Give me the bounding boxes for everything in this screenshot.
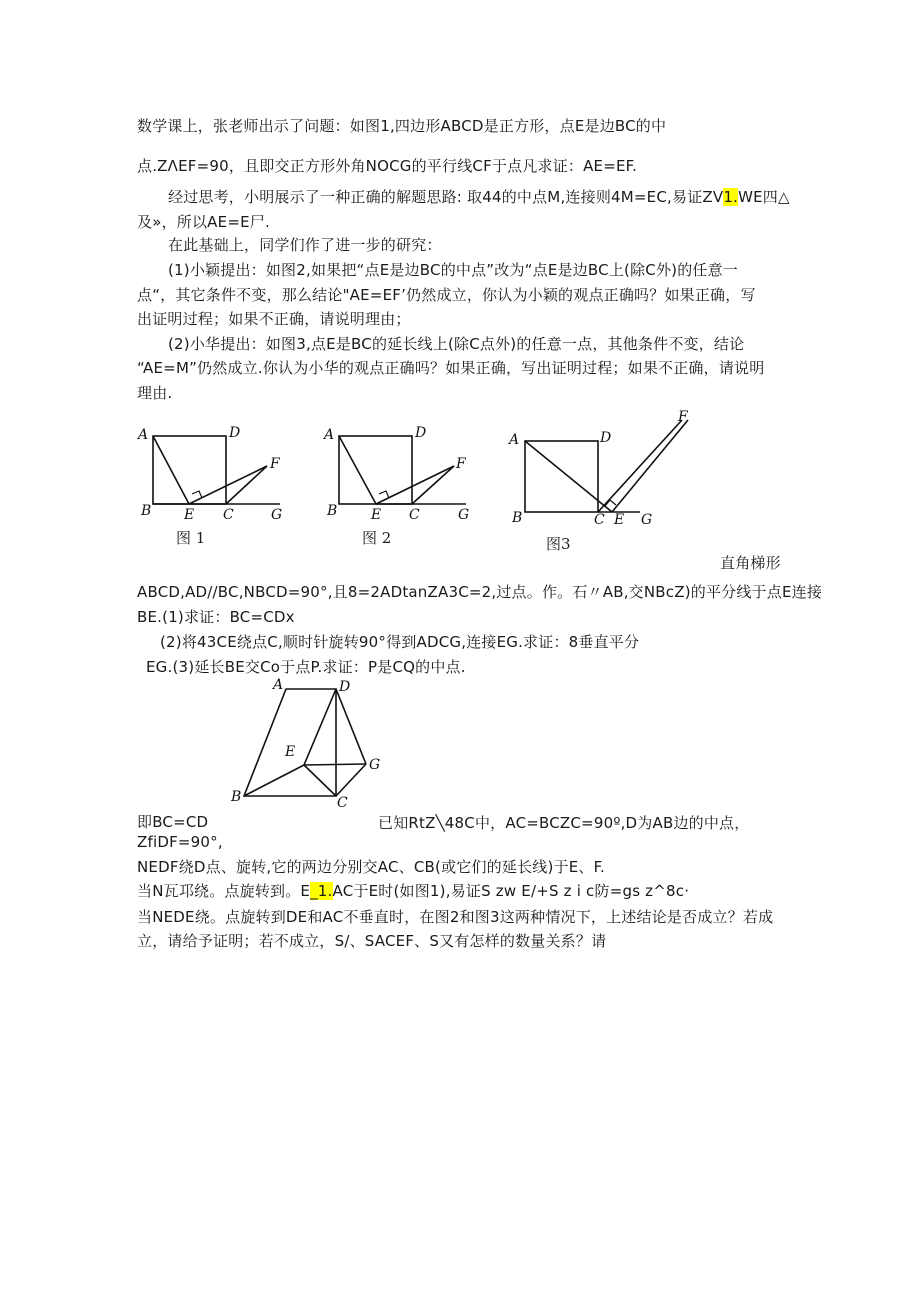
trapezoid-shape — [244, 689, 366, 796]
trap-label-C: C — [337, 795, 348, 811]
problem1-line10: “AE=M”仍然成立.你认为小华的观点正确吗？如果正确，写出证明过程；如果不正确，请说明 — [137, 359, 765, 377]
fig2-label-E: E — [371, 507, 382, 523]
fig2-label-B: B — [327, 503, 338, 519]
trap-label-A: A — [273, 677, 284, 693]
problem1-line4: 及»，所以AE=E尸. — [137, 213, 270, 231]
problem2-line0: 直角梯形 — [720, 554, 781, 572]
problem3-line3-b: AC于E时(如图1),易证S zw E∕+S z i c防=gs z^8c· — [332, 882, 690, 900]
figure-3-caption: 图3 — [546, 535, 571, 553]
fig3-label-A: A — [509, 432, 520, 448]
problem1-line7: 点“，其它条件不变，那么结论"AE=EF’仍然成立，你认为小颖的观点正确吗？如果正确，写 — [137, 286, 756, 304]
problem1-line8: 出证明过程；如果不正确，请说明理由； — [137, 310, 411, 328]
problem3-line4: 当NEDE绕。点旋转到DE和AC不垂直时，在图2和图3这两种情况下，上述结论是否成立？若成 — [137, 908, 774, 926]
trap-label-G: G — [369, 757, 381, 773]
fig3-label-C: C — [594, 512, 605, 528]
problem2-line6: ZfiDF=90°, — [137, 833, 223, 851]
figure-2-caption: 图 2 — [362, 529, 392, 547]
problem2-line1: ABCD,AD//BC,NBCD=90°,且8=2ADtanZA3C=2,过点。作。石〃AB,交NBcZ)的平分线于点E连接 — [137, 583, 823, 601]
fig3-label-D: D — [600, 430, 612, 446]
fig2-label-A: A — [324, 427, 335, 443]
problem3-line2: NEDF绕D点、旋转,它的两边分别交AC、CB(或它们的延长线)于E、F. — [137, 858, 606, 876]
fig1-label-E: E — [184, 507, 195, 523]
problem2-line2: BE.(1)求证：BC=CDx — [137, 608, 295, 626]
fig2-label-D: D — [415, 425, 427, 441]
problem2-line3: (2)将43CE绕点C,顺时针旋转90°得到ADCG,连接EG.求证：8垂直平分 — [160, 633, 640, 651]
problem2-line5: 即BC=CD — [137, 813, 209, 831]
fig1-label-C: C — [223, 507, 234, 523]
problem1-line2: 点.ZΛEF=90，且即交正方形外角NOCG的平行线CF于点凡求证：AE=EF. — [137, 157, 638, 175]
fig1-label-D: D — [229, 425, 241, 441]
fig2-label-G: G — [458, 507, 470, 523]
problem3-line3 — [137, 881, 689, 901]
fig1-label-B: B — [141, 503, 152, 519]
problem2-line4: EG.(3)延长BE交Co于点P.求证：P是CQ的中点. — [146, 658, 466, 676]
problem3-line3-a: 当N瓦邛绕。点旋转到。E — [137, 882, 311, 900]
trap-label-E: E — [285, 744, 296, 760]
problem3-line3-highlight: _1. — [310, 882, 333, 900]
problem1-line3-b: WE四△ — [738, 188, 790, 206]
fig2-label-C: C — [409, 507, 420, 523]
fig1-label-F: F — [270, 456, 280, 472]
problem1-line5: 在此基础上，同学们作了进一步的研究： — [168, 236, 442, 254]
problem1-line3-highlight: 1. — [723, 188, 739, 206]
trap-label-B: B — [231, 789, 242, 805]
problem1-line11: 理由. — [137, 384, 173, 402]
fig3-label-B: B — [512, 510, 523, 526]
fig3-label-E: E — [614, 512, 625, 528]
figure-1-caption: 图 1 — [176, 529, 206, 547]
fig1-label-A: A — [138, 427, 149, 443]
problem3-line1: 已知RtZ╲48C中，AC=BCZC=90º,D为AB边的中点， — [378, 814, 750, 832]
fig3-label-F: F — [678, 409, 688, 425]
fig1-label-G: G — [271, 507, 283, 523]
problem1-line1: 数学课上，张老师出示了问题：如图1,四边形ABCD是正方形，点E是边BC的中 — [137, 117, 667, 135]
problem1-line6: (1)小颖提出：如图2,如果把“点E是边BC的中点”改为“点E是边BC上(除C外)的任意一 — [168, 261, 739, 279]
fig2-label-F: F — [456, 456, 466, 472]
problem3-line5: 立，请给予证明；若不成立，S/、SACEF、S又有怎样的数量关系？请 — [137, 932, 607, 950]
fig3-label-G: G — [641, 512, 653, 528]
problem1-line3-a: 经过思考，小明展示了一种正确的解题思路: 取44的中点M,连接则4M=EC,易证ZV — [168, 188, 724, 206]
problem1-line9: (2)小华提出：如图3,点E是BC的延长线上(除C点外)的任意一点，其他条件不变，结论 — [168, 335, 745, 353]
trap-label-D: D — [339, 679, 351, 695]
